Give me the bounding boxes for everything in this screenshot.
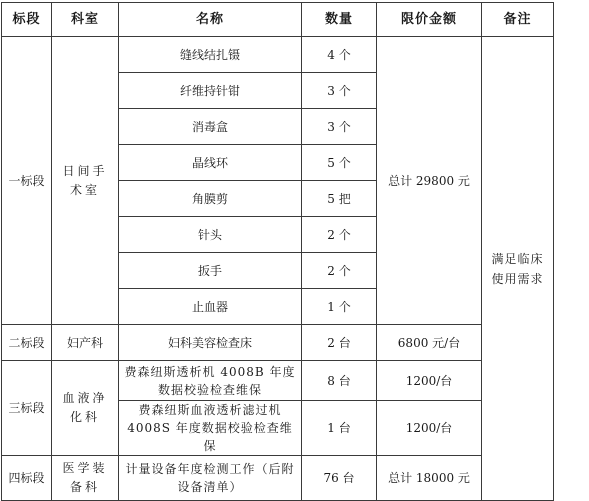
item-qty: 2 个 [302, 253, 377, 289]
item-name: 费森纽斯血液透析滤过机 4008S 年度数据校验检查维保 [119, 401, 302, 456]
price-cell: 1200/台 [377, 361, 482, 401]
item-name: 扳手 [119, 253, 302, 289]
item-qty: 8 台 [302, 361, 377, 401]
header-dept: 科室 [52, 3, 119, 37]
item-qty: 3 个 [302, 73, 377, 109]
item-qty: 2 个 [302, 217, 377, 253]
header-section: 标段 [2, 3, 52, 37]
dept-cell: 医学装备科 [52, 456, 119, 501]
section-cell: 一标段 [2, 37, 52, 325]
dept-cell: 血液净化科 [52, 361, 119, 456]
section-cell: 四标段 [2, 456, 52, 501]
item-qty: 1 个 [302, 289, 377, 325]
note-cell: 满足临床使用需求 [482, 37, 554, 501]
price-cell: 6800 元/台 [377, 325, 482, 361]
item-name: 费森纽斯透析机 4008B 年度数据校验检查维保 [119, 361, 302, 401]
item-qty: 3 个 [302, 109, 377, 145]
item-name: 角膜剪 [119, 181, 302, 217]
procurement-table [1, 2, 554, 501]
header-price: 限价金额 [377, 3, 482, 37]
item-name: 纤维持针钳 [119, 73, 302, 109]
table-row [2, 325, 554, 361]
item-qty: 5 把 [302, 181, 377, 217]
table-row [2, 361, 554, 401]
header-row [2, 3, 554, 37]
header-qty: 数量 [302, 3, 377, 37]
table-row [2, 37, 554, 73]
section-cell: 二标段 [2, 325, 52, 361]
item-name: 止血器 [119, 289, 302, 325]
item-name: 计量设备年度检测工作（后附设备清单） [119, 456, 302, 501]
item-qty: 4 个 [302, 37, 377, 73]
table-row [2, 456, 554, 501]
item-qty: 2 台 [302, 325, 377, 361]
item-name: 晶线环 [119, 145, 302, 181]
dept-cell: 妇产科 [52, 325, 119, 361]
header-name: 名称 [119, 3, 302, 37]
header-note: 备注 [482, 3, 554, 37]
item-qty: 5 个 [302, 145, 377, 181]
price-cell: 1200/台 [377, 401, 482, 456]
price-cell: 总计 18000 元 [377, 456, 482, 501]
item-name: 缝线结扎镊 [119, 37, 302, 73]
item-qty: 76 台 [302, 456, 377, 501]
item-name: 消毒盒 [119, 109, 302, 145]
item-name: 妇科美容检查床 [119, 325, 302, 361]
section-cell: 三标段 [2, 361, 52, 456]
item-qty: 1 台 [302, 401, 377, 456]
price-cell: 总计 29800 元 [377, 37, 482, 325]
dept-cell: 日间手术室 [52, 37, 119, 325]
item-name: 针头 [119, 217, 302, 253]
